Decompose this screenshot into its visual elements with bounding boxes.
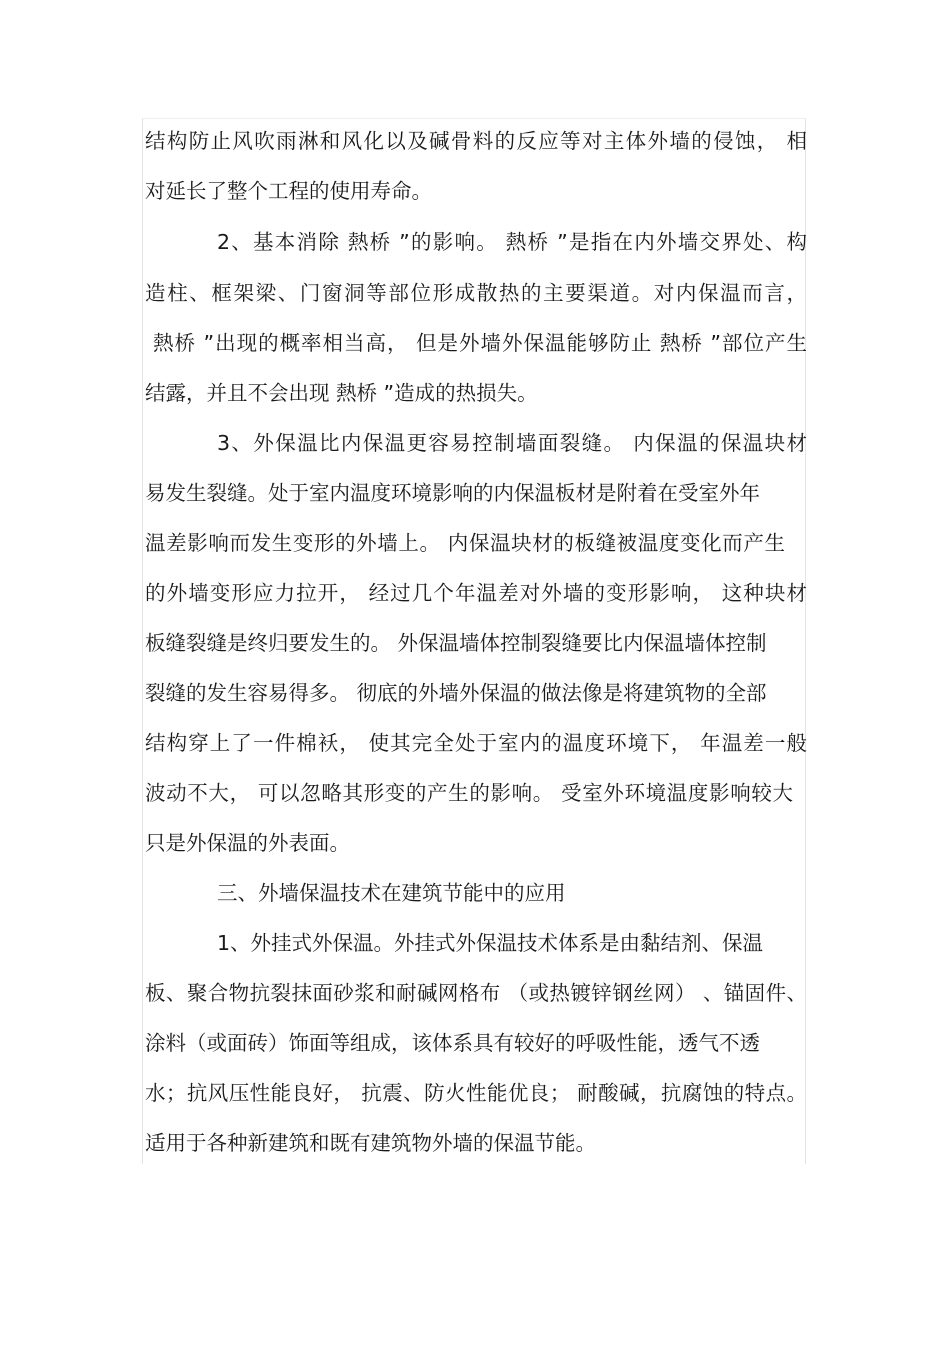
text-line-5: 熱桥 ”出现的概率相当高， 但是外墙外保温能够防止 熱桥 ”部位产生 bbox=[153, 331, 807, 355]
text-line-10: 的外墙变形应力拉开， 经过几个年温差对外墙的变形影响， 这种块材 bbox=[145, 581, 807, 605]
text-line-11: 板缝裂缝是终归要发生的。 外保温墙体控制裂缝要比内保温墙体控制 bbox=[145, 631, 767, 655]
text-line-21: 适用于各种新建筑和既有建筑物外墙的保温节能。 bbox=[145, 1131, 596, 1155]
text-line-7: 3、外保温比内保温更容易控制墙面裂缝。 内保温的保温块材 bbox=[217, 431, 807, 455]
text-line-18: 板、聚合物抗裂抹面砂浆和耐碱网格布 （或热镀锌钢丝网） 、锚固件、 bbox=[145, 981, 807, 1005]
text-line-8: 易发生裂缝。处于室内温度环境影响的内保温板材是附着在受室外年 bbox=[145, 481, 760, 505]
text-line-12: 裂缝的发生容易得多。 彻底的外墙外保温的做法像是将建筑物的全部 bbox=[145, 681, 767, 705]
text-line-14: 波动不大， 可以忽略其形变的产生的影响。 受室外环境温度影响较大 bbox=[145, 781, 793, 805]
text-line-9: 温差影响而发生变形的外墙上。 内保温块材的板缝被温度变化而产生 bbox=[145, 531, 785, 555]
text-line-17: 1、外挂式外保温。外挂式外保温技术体系是由黏结剂、保温 bbox=[217, 931, 764, 955]
text-line-2: 对延长了整个工程的使用寿命。 bbox=[145, 179, 432, 203]
text-line-15: 只是外保温的外表面。 bbox=[145, 831, 350, 855]
text-line-19: 涂料（或面砖）饰面等组成，该体系具有较好的呼吸性能，透气不透 bbox=[145, 1031, 760, 1055]
section-heading: 三、外墙保温技术在建筑节能中的应用 bbox=[217, 881, 566, 905]
text-line-20: 水；抗风压性能良好， 抗震、防火性能优良； 耐酸碱，抗腐蚀的特点。 bbox=[145, 1081, 807, 1105]
text-line-4: 造柱、框架梁、门窗洞等部位形成散热的主要渠道。对内保温而言， bbox=[145, 281, 807, 305]
text-line-13: 结构穿上了一件棉袄， 使其完全处于室内的温度环境下， 年温差一般 bbox=[145, 731, 807, 755]
text-line-6: 结露，并且不会出现 熱桥 ”造成的热损失。 bbox=[145, 381, 538, 405]
text-line-3: 2、基本消除 熱桥 ”的影响。 熱桥 ”是指在内外墙交界处、构 bbox=[217, 230, 807, 254]
text-line-1: 结构防止风吹雨淋和风化以及碱骨料的反应等对主体外墙的侵蚀， 相 bbox=[145, 129, 807, 153]
